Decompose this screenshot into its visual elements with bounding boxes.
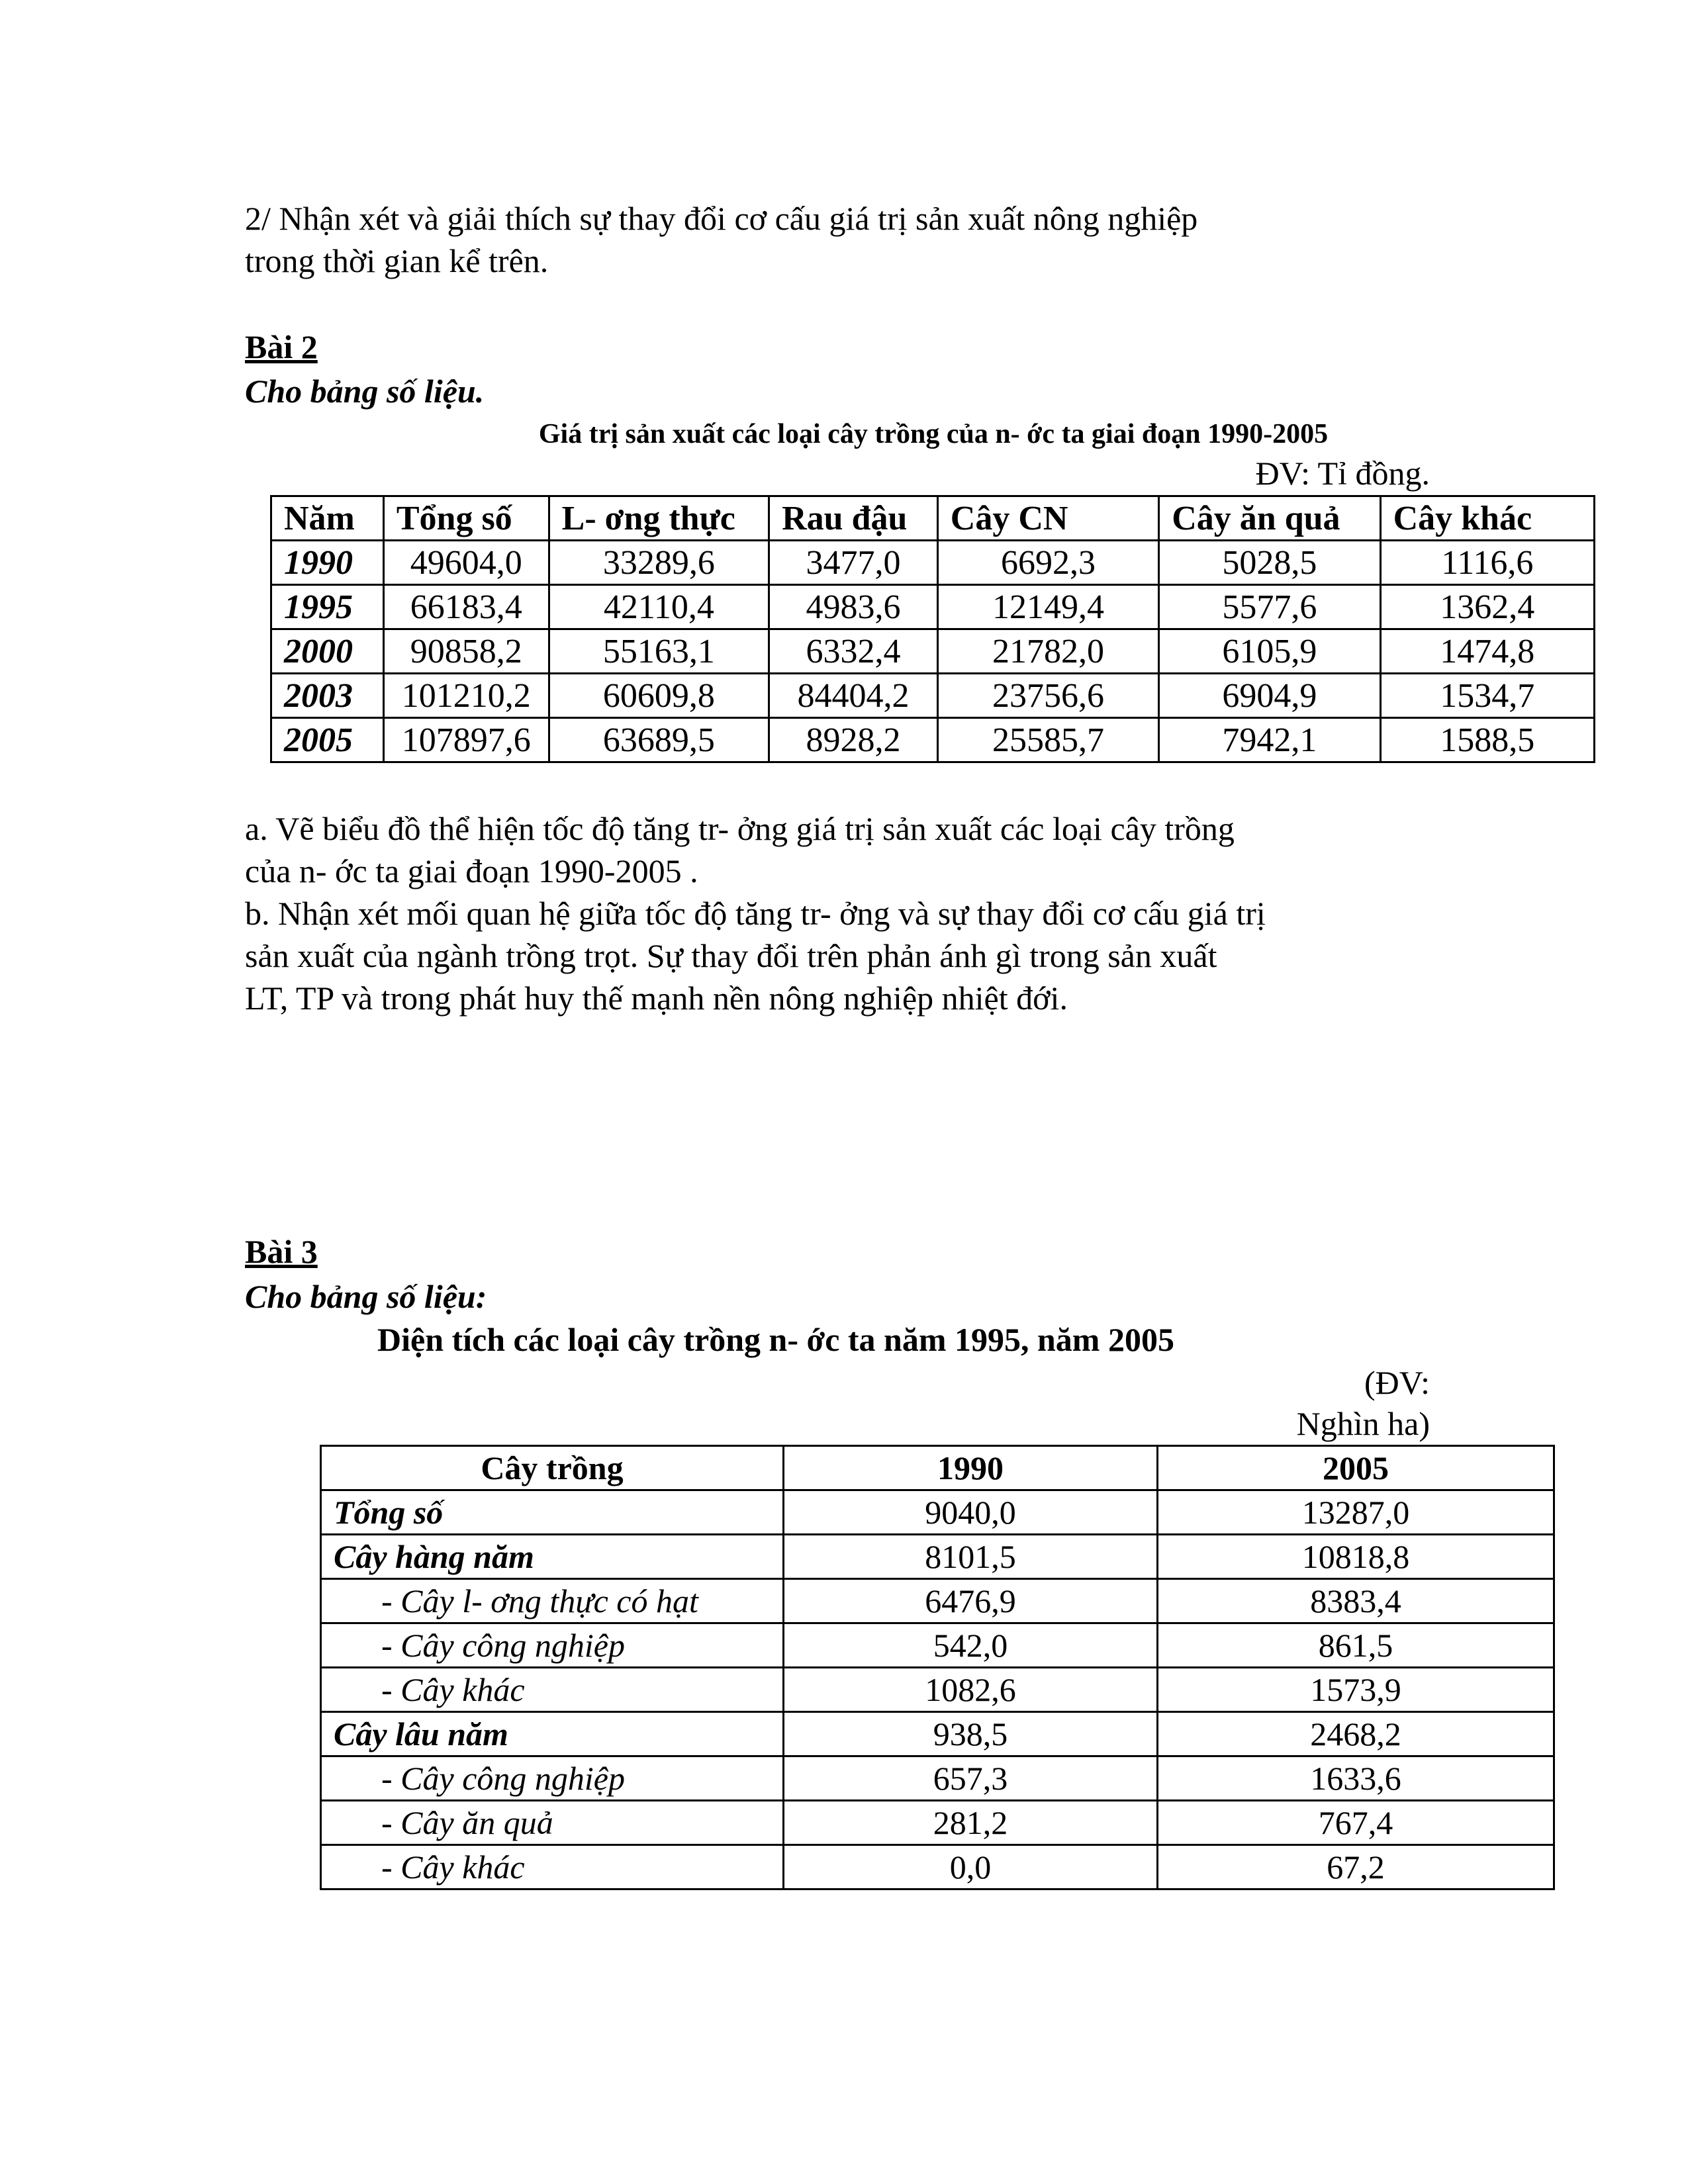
table-cell: 4983,6 — [769, 585, 938, 629]
table-cell: 67,2 — [1157, 1845, 1554, 1889]
table-row — [321, 1845, 1554, 1889]
bai2-question-a-line-2: của n- ớc ta giai đoạn 1990-2005 . — [245, 852, 698, 889]
bai3-unit-line-1: (ĐV: — [1364, 1364, 1430, 1401]
header-cell: Tổng số — [383, 496, 549, 541]
table-cell: 49604,0 — [383, 541, 549, 585]
table-cell: 6904,9 — [1159, 674, 1380, 718]
table-row — [321, 1756, 1554, 1801]
bai3-caption: Diện tích các loại cây trồng n- ớc ta năm 1995, năm 2005 — [377, 1321, 1174, 1358]
table-cell: 6105,9 — [1159, 629, 1380, 674]
year-cell: 1990 — [271, 541, 384, 585]
table-cell: 6332,4 — [769, 629, 938, 674]
header-cell: Cây CN — [937, 496, 1158, 541]
table-cell: 7942,1 — [1159, 718, 1380, 762]
crop-name-cell: Cây hàng năm — [321, 1535, 784, 1579]
table-cell: 1116,6 — [1380, 541, 1594, 585]
header-cell: 1990 — [783, 1446, 1157, 1490]
table-cell: 1534,7 — [1380, 674, 1594, 718]
table-cell: 767,4 — [1157, 1801, 1554, 1845]
bai3-table — [320, 1445, 1555, 1890]
bai2-question-a-line-1: a. Vẽ biểu đồ thể hiện tốc độ tăng tr- ởng giá trị sản xuất các loại cây trồng — [245, 810, 1235, 847]
table-row — [321, 1801, 1554, 1845]
table-cell: 6692,3 — [937, 541, 1158, 585]
header-cell: 2005 — [1157, 1446, 1554, 1490]
table-cell: 101210,2 — [383, 674, 549, 718]
bai2-question-b-line-3: LT, TP và trong phát huy thế mạnh nền nông nghiệp nhiệt đới. — [245, 979, 1068, 1017]
crop-name-cell: - Cây khác — [321, 1845, 784, 1889]
table-row — [321, 1623, 1554, 1668]
table-cell: 13287,0 — [1157, 1490, 1554, 1535]
table-cell: 657,3 — [783, 1756, 1157, 1801]
intro-line-2: trong thời gian kể trên. — [245, 242, 549, 279]
table-cell: 25585,7 — [937, 718, 1158, 762]
table-cell: 9040,0 — [783, 1490, 1157, 1535]
table-row — [271, 674, 1595, 718]
table-cell: 33289,6 — [549, 541, 769, 585]
table-cell: 2468,2 — [1157, 1712, 1554, 1756]
header-cell: Năm — [271, 496, 384, 541]
table-cell: 84404,2 — [769, 674, 938, 718]
header-cell: Cây ăn quả — [1159, 496, 1380, 541]
table-row — [271, 629, 1595, 674]
table-cell: 63689,5 — [549, 718, 769, 762]
table-row — [321, 1490, 1554, 1535]
table-cell: 42110,4 — [549, 585, 769, 629]
bai2-subheading: Cho bảng số liệu. — [245, 373, 485, 410]
table-cell: 5577,6 — [1159, 585, 1380, 629]
table-cell: 542,0 — [783, 1623, 1157, 1668]
table-row — [271, 718, 1595, 762]
bai2-question-b-line-2: sản xuất của ngành trồng trọt. Sự thay đổi trên phản ánh gì trong sản xuất — [245, 937, 1217, 974]
table-row — [271, 585, 1595, 629]
crop-name-cell: Tổng số — [321, 1490, 784, 1535]
table-cell: 12149,4 — [937, 585, 1158, 629]
crop-name-cell: - Cây công nghiệp — [321, 1623, 784, 1668]
table-cell: 23756,6 — [937, 674, 1158, 718]
table-cell: 3477,0 — [769, 541, 938, 585]
table-cell: 8101,5 — [783, 1535, 1157, 1579]
table-cell: 107897,6 — [383, 718, 549, 762]
table-cell: 5028,5 — [1159, 541, 1380, 585]
year-cell: 2005 — [271, 718, 384, 762]
year-cell: 1995 — [271, 585, 384, 629]
table-header-row — [321, 1446, 1554, 1490]
bai2-heading: Bài 2 — [245, 328, 318, 365]
year-cell: 2003 — [271, 674, 384, 718]
crop-name-cell: - Cây khác — [321, 1668, 784, 1712]
bai2-caption: Giá trị sản xuất các loại cây trồng của n- ớc ta giai đoạn 1990-2005 — [538, 419, 1329, 449]
year-cell: 2000 — [271, 629, 384, 674]
intro-line-1: 2/ Nhận xét và giải thích sự thay đổi cơ cấu giá trị sản xuất nông nghiệp — [245, 200, 1198, 237]
table-cell: 90858,2 — [383, 629, 549, 674]
header-cell: Cây trồng — [321, 1446, 784, 1490]
crop-name-cell: - Cây ăn quả — [321, 1801, 784, 1845]
table-row — [321, 1535, 1554, 1579]
table-cell: 60609,8 — [549, 674, 769, 718]
table-cell: 1082,6 — [783, 1668, 1157, 1712]
table-cell: 1588,5 — [1380, 718, 1594, 762]
table-cell: 938,5 — [783, 1712, 1157, 1756]
bai2-table — [270, 495, 1595, 763]
table-row — [321, 1579, 1554, 1623]
table-row — [271, 541, 1595, 585]
bai3-heading: Bài 3 — [245, 1233, 318, 1270]
table-cell: 21782,0 — [937, 629, 1158, 674]
bai2-unit: ĐV: Tỉ đồng. — [1255, 455, 1430, 492]
bai3-unit-line-2: Nghìn ha) — [1296, 1405, 1430, 1442]
table-cell: 66183,4 — [383, 585, 549, 629]
bai2-question-b-line-1: b. Nhận xét mối quan hệ giữa tốc độ tăng tr- ởng và sự thay đổi cơ cấu giá trị — [245, 895, 1266, 932]
table-cell: 1362,4 — [1380, 585, 1594, 629]
crop-name-cell: Cây lâu năm — [321, 1712, 784, 1756]
table-cell: 8928,2 — [769, 718, 938, 762]
table-cell: 1633,6 — [1157, 1756, 1554, 1801]
table-cell: 861,5 — [1157, 1623, 1554, 1668]
table-cell: 55163,1 — [549, 629, 769, 674]
crop-name-cell: - Cây công nghiệp — [321, 1756, 784, 1801]
crop-name-cell: - Cây l- ơng thực có hạt — [321, 1579, 784, 1623]
table-cell: 1573,9 — [1157, 1668, 1554, 1712]
table-cell: 6476,9 — [783, 1579, 1157, 1623]
bai3-subheading: Cho bảng số liệu: — [245, 1278, 487, 1315]
header-cell: Cây khác — [1380, 496, 1594, 541]
table-header-row — [271, 496, 1595, 541]
header-cell: Rau đậu — [769, 496, 938, 541]
header-cell: L- ơng thực — [549, 496, 769, 541]
table-row — [321, 1712, 1554, 1756]
table-cell: 8383,4 — [1157, 1579, 1554, 1623]
table-row — [321, 1668, 1554, 1712]
table-cell: 281,2 — [783, 1801, 1157, 1845]
table-cell: 10818,8 — [1157, 1535, 1554, 1579]
table-cell: 0,0 — [783, 1845, 1157, 1889]
table-cell: 1474,8 — [1380, 629, 1594, 674]
